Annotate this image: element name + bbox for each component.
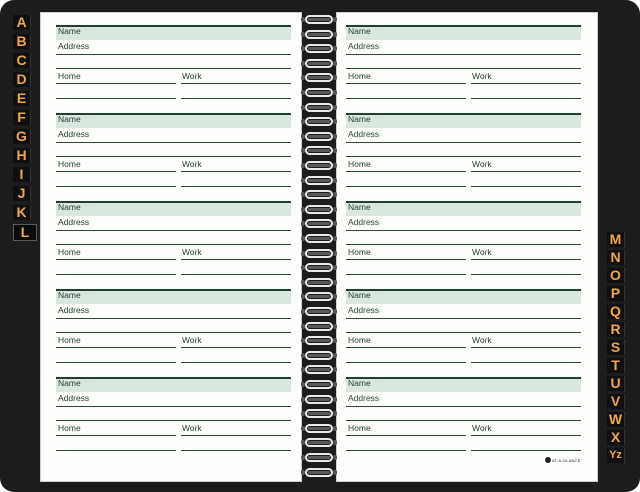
address-label: Address xyxy=(348,129,380,139)
work-label: Work xyxy=(182,71,202,81)
name-field[interactable] xyxy=(56,201,291,216)
left-contact-entry xyxy=(56,25,291,113)
name-field[interactable] xyxy=(346,377,581,392)
index-tab-q[interactable]: Q xyxy=(607,304,625,319)
spiral-coil xyxy=(303,263,335,272)
home-phone-line[interactable] xyxy=(346,347,466,348)
index-tab-yz[interactable]: Yz xyxy=(607,448,625,463)
home-phone-line-2[interactable] xyxy=(346,98,466,99)
spiral-coil xyxy=(303,161,335,170)
work-label: Work xyxy=(472,71,492,81)
spiral-coil xyxy=(303,190,335,199)
work-phone-line-2[interactable] xyxy=(471,362,581,363)
index-tab-e[interactable]: E xyxy=(13,91,31,106)
index-tab-k[interactable]: K xyxy=(13,205,31,220)
spiral-coil xyxy=(303,219,335,228)
work-phone-line-2[interactable] xyxy=(181,362,291,363)
home-label: Home xyxy=(58,71,81,81)
spiral-coil xyxy=(303,468,335,477)
work-label: Work xyxy=(472,335,492,345)
home-label: Home xyxy=(58,159,81,169)
work-label: Work xyxy=(182,423,202,433)
name-label: Name xyxy=(348,378,371,388)
index-tab-o[interactable]: O xyxy=(607,268,625,283)
spiral-coil xyxy=(303,44,335,53)
work-phone-line[interactable] xyxy=(181,259,291,260)
index-tab-x[interactable]: X xyxy=(607,430,625,445)
home-label: Home xyxy=(348,71,371,81)
spiral-coil xyxy=(303,438,335,447)
left-contact-entry xyxy=(56,113,291,201)
address-label: Address xyxy=(348,41,380,51)
index-tab-f[interactable]: F xyxy=(13,110,31,125)
index-tab-p[interactable]: P xyxy=(607,286,625,301)
work-phone-line-2[interactable] xyxy=(181,98,291,99)
work-label: Work xyxy=(182,335,202,345)
left-contact-entry xyxy=(56,289,291,377)
address-label: Address xyxy=(348,217,380,227)
work-label: Work xyxy=(472,423,492,433)
work-phone-line-2[interactable] xyxy=(181,186,291,187)
spiral-coil xyxy=(303,73,335,82)
home-label: Home xyxy=(348,247,371,257)
spiral-coil xyxy=(303,176,335,185)
name-label: Name xyxy=(58,202,81,212)
name-field[interactable] xyxy=(346,113,581,128)
name-label: Name xyxy=(58,290,81,300)
spiral-coil xyxy=(303,351,335,360)
spiral-coil xyxy=(303,15,335,24)
right-page xyxy=(336,12,598,482)
left-contact-entry xyxy=(56,377,291,465)
address-line[interactable] xyxy=(56,230,291,231)
work-label: Work xyxy=(472,247,492,257)
address-line[interactable] xyxy=(56,142,291,143)
index-tab-v[interactable]: V xyxy=(607,394,625,409)
right-contact-entry xyxy=(346,113,581,201)
name-label: Name xyxy=(58,378,81,388)
address-line[interactable] xyxy=(346,244,581,245)
index-tab-l[interactable]: L xyxy=(13,224,37,241)
spiral-coil xyxy=(303,292,335,301)
address-label: Address xyxy=(58,305,90,315)
index-tab-t[interactable]: T xyxy=(607,358,625,373)
home-phone-line[interactable] xyxy=(346,435,466,436)
home-phone-line-2[interactable] xyxy=(56,450,176,451)
name-field[interactable] xyxy=(56,289,291,304)
home-label: Home xyxy=(348,159,371,169)
name-field[interactable] xyxy=(56,377,291,392)
home-phone-line-2[interactable] xyxy=(346,274,466,275)
name-label: Name xyxy=(58,114,81,124)
address-line[interactable] xyxy=(346,54,581,55)
index-tab-c[interactable]: C xyxy=(13,53,31,68)
address-label: Address xyxy=(58,393,90,403)
address-line[interactable] xyxy=(56,420,291,421)
address-line[interactable] xyxy=(56,318,291,319)
home-label: Home xyxy=(348,423,371,433)
address-label: Address xyxy=(58,217,90,227)
work-phone-line[interactable] xyxy=(471,347,581,348)
spiral-coil xyxy=(303,103,335,112)
index-tab-b[interactable]: B xyxy=(13,34,31,49)
spiral-coil xyxy=(303,30,335,39)
address-label: Address xyxy=(348,393,380,403)
spiral-coil xyxy=(303,278,335,287)
address-line[interactable] xyxy=(346,420,581,421)
spiral-coil xyxy=(303,146,335,155)
home-phone-line-2[interactable] xyxy=(346,362,466,363)
spiral-coil xyxy=(303,205,335,214)
work-phone-line-2[interactable] xyxy=(471,98,581,99)
index-tab-n[interactable]: N xyxy=(607,250,625,265)
name-label: Name xyxy=(348,26,371,36)
spiral-coil xyxy=(303,132,335,141)
name-label: Name xyxy=(348,114,371,124)
work-phone-line[interactable] xyxy=(181,83,291,84)
work-label: Work xyxy=(182,159,202,169)
work-phone-line[interactable] xyxy=(471,435,581,436)
spiral-coil xyxy=(303,322,335,331)
spiral-coil xyxy=(303,307,335,316)
index-tab-j[interactable]: J xyxy=(13,186,31,201)
address-label: Address xyxy=(58,129,90,139)
home-phone-line[interactable] xyxy=(56,347,176,348)
work-phone-line-2[interactable] xyxy=(181,450,291,451)
home-phone-line[interactable] xyxy=(346,83,466,84)
address-line[interactable] xyxy=(346,156,581,157)
work-phone-line-2[interactable] xyxy=(471,186,581,187)
home-label: Home xyxy=(348,335,371,345)
spiral-coil xyxy=(303,365,335,374)
home-phone-line-2[interactable] xyxy=(346,186,466,187)
index-tab-d[interactable]: D xyxy=(13,72,31,87)
brand-logo: AT-A-GLANCE xyxy=(552,458,581,463)
spiral-coil xyxy=(303,380,335,389)
address-line[interactable] xyxy=(56,332,291,333)
index-tab-s[interactable]: S xyxy=(607,340,625,355)
address-line[interactable] xyxy=(56,244,291,245)
work-phone-line[interactable] xyxy=(471,259,581,260)
index-tab-r[interactable]: R xyxy=(607,322,625,337)
home-phone-line[interactable] xyxy=(56,435,176,436)
name-label: Name xyxy=(348,202,371,212)
home-label: Home xyxy=(58,335,81,345)
address-line[interactable] xyxy=(56,54,291,55)
address-line[interactable] xyxy=(56,68,291,69)
home-phone-line-2[interactable] xyxy=(56,362,176,363)
index-tab-i[interactable]: I xyxy=(13,167,31,182)
spiral-coil xyxy=(303,59,335,68)
right-contact-entry xyxy=(346,25,581,113)
address-label: Address xyxy=(348,305,380,315)
name-field[interactable] xyxy=(56,113,291,128)
spiral-coil xyxy=(303,453,335,462)
home-phone-line[interactable] xyxy=(346,259,466,260)
work-label: Work xyxy=(472,159,492,169)
work-phone-line-2[interactable] xyxy=(471,450,581,451)
work-phone-line[interactable] xyxy=(181,435,291,436)
index-tab-h[interactable]: H xyxy=(13,148,31,163)
name-field[interactable] xyxy=(346,289,581,304)
spiral-coil xyxy=(303,424,335,433)
work-label: Work xyxy=(182,247,202,257)
address-line[interactable] xyxy=(56,406,291,407)
name-label: Name xyxy=(58,26,81,36)
right-contact-entry xyxy=(346,377,581,465)
work-phone-line[interactable] xyxy=(181,347,291,348)
index-tab-m[interactable]: M xyxy=(607,232,625,247)
name-label: Name xyxy=(348,290,371,300)
work-phone-line[interactable] xyxy=(181,171,291,172)
home-label: Home xyxy=(58,247,81,257)
address-line[interactable] xyxy=(346,68,581,69)
left-page xyxy=(40,12,302,482)
home-phone-line[interactable] xyxy=(56,259,176,260)
address-line[interactable] xyxy=(56,156,291,157)
index-tab-w[interactable]: W xyxy=(607,412,625,427)
spiral-coil xyxy=(303,409,335,418)
name-field[interactable] xyxy=(346,201,581,216)
address-line[interactable] xyxy=(346,332,581,333)
home-phone-line[interactable] xyxy=(56,83,176,84)
right-contact-entry xyxy=(346,289,581,377)
address-line[interactable] xyxy=(346,406,581,407)
brand-logo-icon xyxy=(545,457,551,463)
spiral-coil xyxy=(303,336,335,345)
work-phone-line[interactable] xyxy=(471,171,581,172)
name-field[interactable] xyxy=(56,25,291,40)
right-contact-entry xyxy=(346,201,581,289)
spiral-coil xyxy=(303,249,335,258)
spiral-coil xyxy=(303,117,335,126)
spiral-coil xyxy=(303,395,335,404)
address-line[interactable] xyxy=(346,230,581,231)
home-label: Home xyxy=(58,423,81,433)
work-phone-line[interactable] xyxy=(471,83,581,84)
index-tab-g[interactable]: G xyxy=(13,129,31,144)
home-phone-line-2[interactable] xyxy=(56,186,176,187)
address-line[interactable] xyxy=(346,318,581,319)
work-phone-line-2[interactable] xyxy=(471,274,581,275)
spiral-coil xyxy=(303,234,335,243)
spiral-coil xyxy=(303,88,335,97)
index-tab-u[interactable]: U xyxy=(607,376,625,391)
work-phone-line-2[interactable] xyxy=(181,274,291,275)
home-phone-line-2[interactable] xyxy=(56,274,176,275)
home-phone-line[interactable] xyxy=(346,171,466,172)
address-line[interactable] xyxy=(346,142,581,143)
name-field[interactable] xyxy=(346,25,581,40)
home-phone-line[interactable] xyxy=(56,171,176,172)
left-contact-entry xyxy=(56,201,291,289)
home-phone-line-2[interactable] xyxy=(56,98,176,99)
index-tab-a[interactable]: A xyxy=(13,15,31,30)
home-phone-line-2[interactable] xyxy=(346,450,466,451)
address-label: Address xyxy=(58,41,90,51)
